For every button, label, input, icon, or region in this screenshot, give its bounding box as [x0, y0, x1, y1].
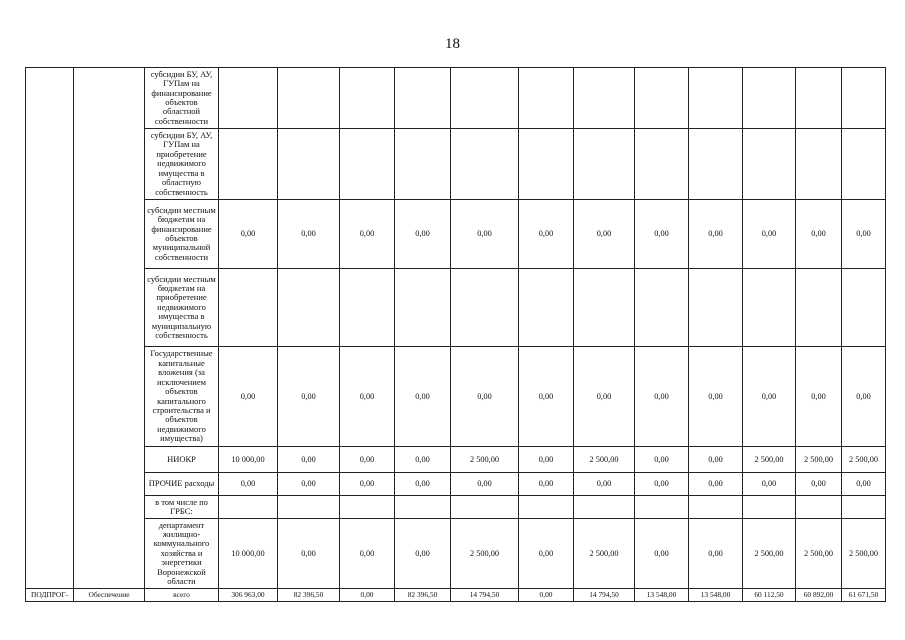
- value-cell: [519, 129, 574, 200]
- table-row: [26, 347, 886, 447]
- value-cell: [689, 68, 743, 129]
- value-cell: 0,00: [842, 473, 886, 496]
- value-cell: [842, 496, 886, 519]
- value-cell: 0,00: [340, 347, 395, 447]
- value-cell: 0,00: [796, 200, 842, 269]
- value-cell: 0,00: [635, 347, 689, 447]
- program-cell: [26, 68, 74, 589]
- value-cell: [451, 269, 519, 347]
- value-cell: 0,00: [689, 347, 743, 447]
- value-cell: [395, 269, 451, 347]
- value-cell: 0,00: [635, 200, 689, 269]
- value-cell: 0,00: [340, 589, 395, 602]
- value-cell: 82 396,50: [278, 589, 340, 602]
- value-cell: [743, 269, 796, 347]
- value-cell: [340, 496, 395, 519]
- row-label: Государственные капитальные вложения (за исключением объектов капитального строительства и объектов недвижимого имущества): [145, 347, 219, 447]
- value-cell: 0,00: [519, 200, 574, 269]
- value-cell: [278, 269, 340, 347]
- value-cell: [796, 68, 842, 129]
- value-cell: [842, 68, 886, 129]
- value-cell: [743, 129, 796, 200]
- value-cell: [574, 496, 635, 519]
- value-cell: 0,00: [519, 589, 574, 602]
- value-cell: [451, 496, 519, 519]
- value-cell: 306 963,00: [219, 589, 278, 602]
- value-cell: 0,00: [451, 347, 519, 447]
- value-cell: [519, 269, 574, 347]
- value-cell: 0,00: [635, 473, 689, 496]
- value-cell: [796, 496, 842, 519]
- value-cell: 2 500,00: [451, 447, 519, 473]
- value-cell: [689, 496, 743, 519]
- value-cell: 13 548,00: [635, 589, 689, 602]
- value-cell: 10 000,00: [219, 519, 278, 589]
- value-cell: 82 396,50: [395, 589, 451, 602]
- value-cell: 0,00: [451, 473, 519, 496]
- value-cell: [278, 68, 340, 129]
- table-row: [26, 269, 886, 347]
- value-cell: 2 500,00: [743, 447, 796, 473]
- value-cell: 0,00: [574, 347, 635, 447]
- value-cell: [219, 269, 278, 347]
- table-row: [26, 447, 886, 473]
- program-name-cell: [74, 68, 145, 589]
- value-cell: 0,00: [395, 200, 451, 269]
- value-cell: 0,00: [395, 473, 451, 496]
- value-cell: [743, 496, 796, 519]
- value-cell: [395, 129, 451, 200]
- value-cell: 0,00: [519, 447, 574, 473]
- value-cell: 2 500,00: [842, 519, 886, 589]
- value-cell: [689, 269, 743, 347]
- value-cell: [635, 129, 689, 200]
- value-cell: 0,00: [278, 473, 340, 496]
- value-cell: [219, 68, 278, 129]
- value-cell: [340, 68, 395, 129]
- value-cell: 0,00: [395, 519, 451, 589]
- value-cell: 0,00: [689, 200, 743, 269]
- value-cell: 0,00: [796, 473, 842, 496]
- value-cell: [340, 269, 395, 347]
- value-cell: 0,00: [635, 519, 689, 589]
- value-cell: 60 112,50: [743, 589, 796, 602]
- row-label: субсидии местным бюджетам на финансирование объектов муниципальной собственности: [145, 200, 219, 269]
- value-cell: 2 500,00: [451, 519, 519, 589]
- row-label: в том числе по ГРБС:: [145, 496, 219, 519]
- value-cell: 0,00: [574, 473, 635, 496]
- value-cell: [219, 129, 278, 200]
- table-row: [26, 589, 886, 602]
- value-cell: 0,00: [574, 200, 635, 269]
- value-cell: 2 500,00: [796, 519, 842, 589]
- value-cell: 0,00: [796, 347, 842, 447]
- value-cell: 0,00: [451, 200, 519, 269]
- value-cell: [574, 129, 635, 200]
- row-label: НИОКР: [145, 447, 219, 473]
- value-cell: [219, 496, 278, 519]
- value-cell: 61 671,50: [842, 589, 886, 602]
- value-cell: 0,00: [278, 447, 340, 473]
- value-cell: 0,00: [219, 347, 278, 447]
- table-row: [26, 68, 886, 129]
- value-cell: [796, 269, 842, 347]
- row-label: департамент жилищно-коммунального хозяйства и энергетики Воронежской области: [145, 519, 219, 589]
- value-cell: 13 548,00: [689, 589, 743, 602]
- value-cell: 0,00: [519, 473, 574, 496]
- table-row: [26, 200, 886, 269]
- value-cell: 14 794,50: [574, 589, 635, 602]
- value-cell: [842, 269, 886, 347]
- value-cell: 2 500,00: [743, 519, 796, 589]
- value-cell: [635, 269, 689, 347]
- subprogram-code: ПОДПРОГ-: [26, 589, 74, 602]
- value-cell: 0,00: [743, 200, 796, 269]
- value-cell: [635, 68, 689, 129]
- value-cell: 0,00: [689, 519, 743, 589]
- value-cell: 0,00: [340, 519, 395, 589]
- table-row: [26, 129, 886, 200]
- value-cell: [395, 496, 451, 519]
- value-cell: 0,00: [395, 347, 451, 447]
- page-number: 18: [445, 36, 460, 52]
- value-cell: 0,00: [689, 447, 743, 473]
- value-cell: 0,00: [278, 200, 340, 269]
- value-cell: 0,00: [519, 519, 574, 589]
- value-cell: 0,00: [219, 200, 278, 269]
- subprogram-name: Обеспечение: [74, 589, 145, 602]
- value-cell: 0,00: [340, 200, 395, 269]
- value-cell: 0,00: [842, 347, 886, 447]
- value-cell: [395, 68, 451, 129]
- value-cell: 0,00: [743, 473, 796, 496]
- value-cell: 0,00: [219, 473, 278, 496]
- value-cell: 0,00: [278, 519, 340, 589]
- value-cell: [574, 269, 635, 347]
- value-cell: 2 500,00: [796, 447, 842, 473]
- value-cell: [451, 129, 519, 200]
- row-label: субсидии местным бюджетам на приобретение недвижимого имущества в муниципальную собственность: [145, 269, 219, 347]
- value-cell: 14 794,50: [451, 589, 519, 602]
- value-cell: [278, 129, 340, 200]
- row-label: субсидии БУ, АУ, ГУПам на приобретение недвижимого имущества в областную собственность: [145, 129, 219, 200]
- row-label: ПРОЧИЕ расходы: [145, 473, 219, 496]
- value-cell: 0,00: [635, 447, 689, 473]
- value-cell: 60 892,00: [796, 589, 842, 602]
- table-row: [26, 519, 886, 589]
- value-cell: 0,00: [743, 347, 796, 447]
- budget-table: [25, 67, 886, 602]
- value-cell: [340, 129, 395, 200]
- value-cell: [278, 496, 340, 519]
- value-cell: [743, 68, 796, 129]
- value-cell: 10 000,00: [219, 447, 278, 473]
- value-cell: 0,00: [340, 473, 395, 496]
- value-cell: 2 500,00: [574, 447, 635, 473]
- value-cell: 0,00: [842, 200, 886, 269]
- value-cell: [689, 129, 743, 200]
- value-cell: 0,00: [689, 473, 743, 496]
- value-cell: [574, 68, 635, 129]
- value-cell: 2 500,00: [574, 519, 635, 589]
- value-cell: [451, 68, 519, 129]
- value-cell: [635, 496, 689, 519]
- table-row: [26, 473, 886, 496]
- row-label: всего: [145, 589, 219, 602]
- value-cell: [796, 129, 842, 200]
- value-cell: [842, 129, 886, 200]
- value-cell: 0,00: [278, 347, 340, 447]
- value-cell: 0,00: [340, 447, 395, 473]
- value-cell: [519, 68, 574, 129]
- value-cell: [519, 496, 574, 519]
- value-cell: 0,00: [519, 347, 574, 447]
- table-row: [26, 496, 886, 519]
- value-cell: 0,00: [395, 447, 451, 473]
- value-cell: 2 500,00: [842, 447, 886, 473]
- row-label: субсидии БУ, АУ, ГУПам на финансирование объектов областной собственности: [145, 68, 219, 129]
